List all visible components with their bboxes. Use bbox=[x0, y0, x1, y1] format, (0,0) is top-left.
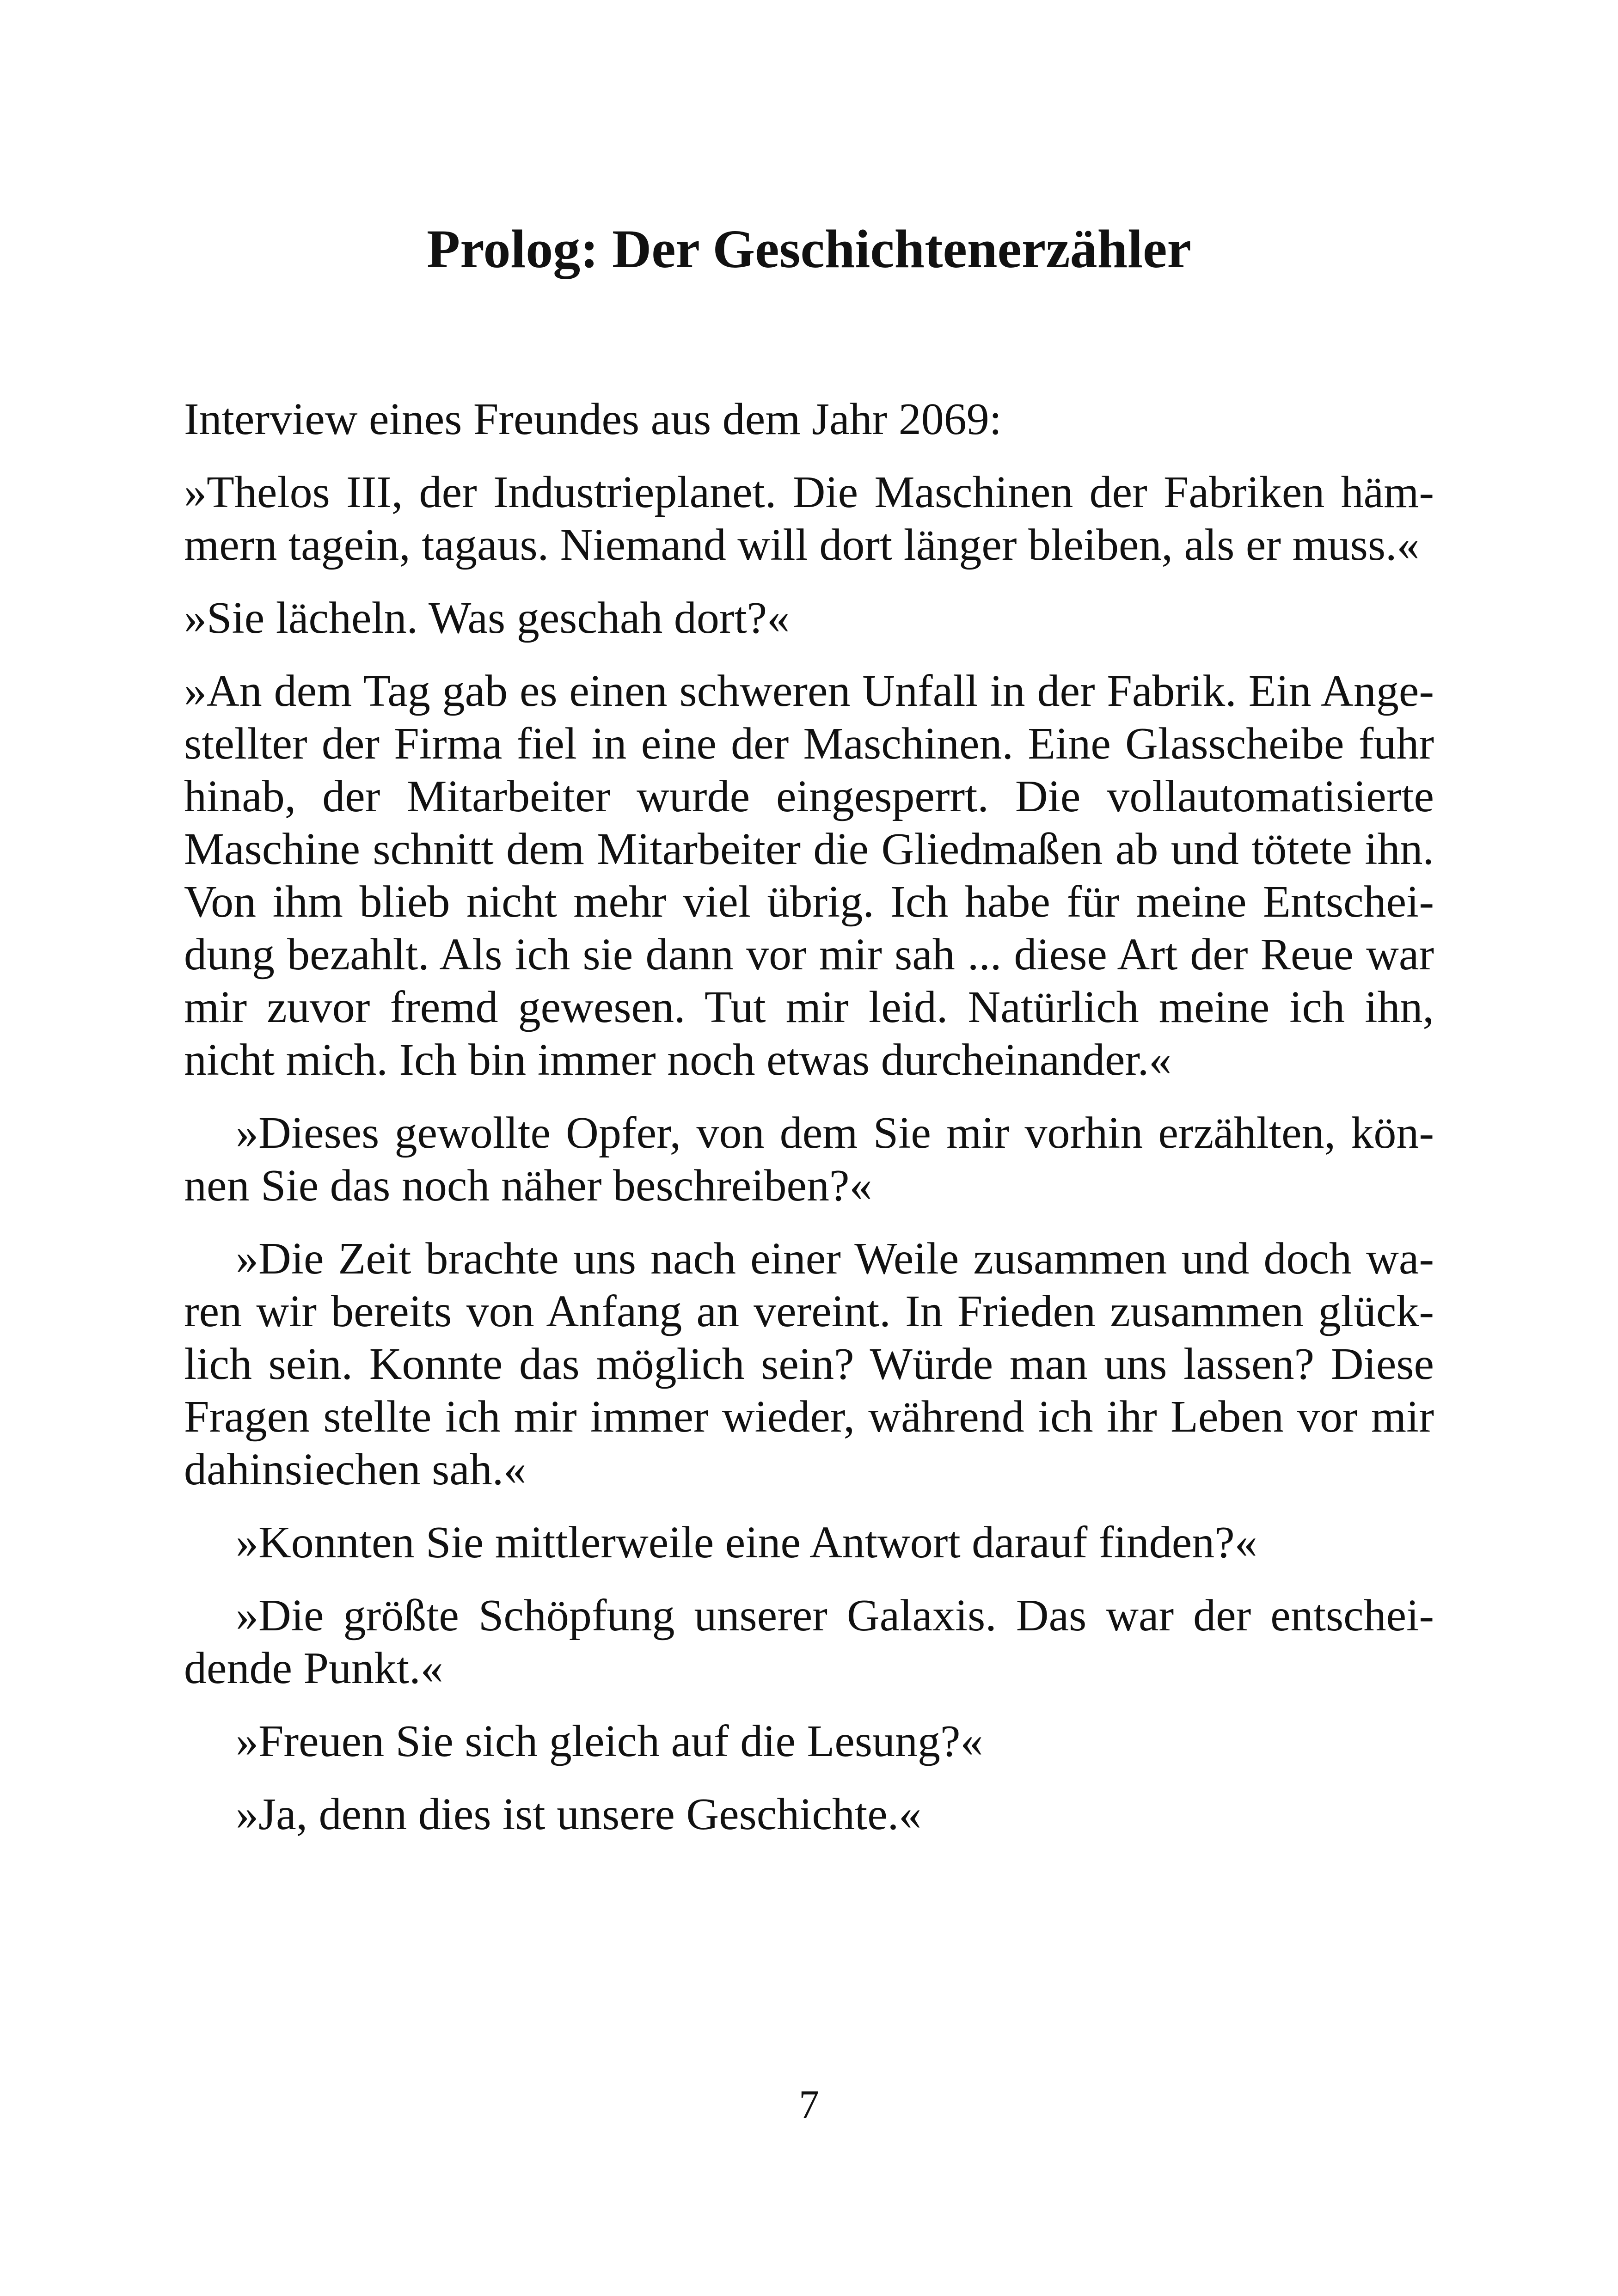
paragraph-question-smile bbox=[184, 592, 1434, 644]
text-line: dahinsiechen sah.« bbox=[184, 1445, 527, 1494]
text-line: »Konnten Sie mittlerweile eine Antwort darauf finden?« bbox=[236, 1518, 1257, 1567]
text-line: lich sein. Konnte das möglich sein? Würde man uns lassen? Diese bbox=[184, 1339, 1434, 1389]
text-line: »Dieses gewollte Opfer, von dem Sie mir vorhin erzählten, kön- bbox=[236, 1108, 1434, 1158]
text-line: »Freuen Sie sich gleich auf die Lesung?« bbox=[236, 1716, 983, 1766]
text-line: »Sie lächeln. Was geschah dort?« bbox=[184, 593, 790, 643]
paragraph-accident bbox=[184, 665, 1434, 1086]
text-line: dende Punkt.« bbox=[184, 1643, 443, 1693]
paragraph-question-reading bbox=[184, 1715, 1434, 1768]
paragraph-thelos bbox=[184, 466, 1434, 571]
text-line: »Ja, denn dies ist unsere Geschichte.« bbox=[236, 1789, 922, 1839]
body-text bbox=[184, 393, 1434, 1861]
text-line: Maschine schnitt dem Mitarbeiter die Gliedmaßen ab und tötete ihn. bbox=[184, 824, 1434, 874]
paragraph-creation bbox=[184, 1589, 1434, 1695]
text-line: Fragen stellte ich mir immer wieder, während ich ihr Leben vor mir bbox=[184, 1392, 1434, 1442]
text-line: nicht mich. Ich bin immer noch etwas durcheinander.« bbox=[184, 1035, 1172, 1085]
text-line: »An dem Tag gab es einen schweren Unfall in der Fabrik. Ein Ange- bbox=[184, 666, 1434, 716]
text-line: Von ihm blieb nicht mehr viel übrig. Ich habe für meine Entschei- bbox=[184, 877, 1434, 927]
page-title: Prolog: Der Geschichtenerzähler bbox=[427, 219, 1191, 279]
paragraph-intro bbox=[184, 393, 1434, 446]
text-line: stellter der Firma fiel in eine der Maschinen. Eine Glasscheibe fuhr bbox=[184, 719, 1434, 769]
paragraph-story bbox=[184, 1788, 1434, 1841]
text-line: ren wir bereits von Anfang an vereint. In Frieden zusammen glück- bbox=[184, 1286, 1434, 1336]
text-line: »Die Zeit brachte uns nach einer Weile zusammen und doch wa- bbox=[236, 1234, 1434, 1284]
text-line: nen Sie das noch näher beschreiben?« bbox=[184, 1161, 872, 1211]
text-line: hinab, der Mitarbeiter wurde eingesperrt. Die vollautomatisierte bbox=[184, 771, 1434, 821]
text-line: dung bezahlt. Als ich sie dann vor mir sah ... diese Art der Reue war bbox=[184, 930, 1434, 980]
paragraph-question-sacrifice bbox=[184, 1107, 1434, 1212]
text-line: mir zuvor fremd gewesen. Tut mir leid. Natürlich meine ich ihn, bbox=[184, 982, 1434, 1032]
text-line: mern tagein, tagaus. Niemand will dort länger bleiben, als er muss.« bbox=[184, 520, 1420, 570]
paragraph-question-answer bbox=[184, 1516, 1434, 1569]
page-number: 7 bbox=[799, 2082, 819, 2127]
text-line: Interview eines Freundes aus dem Jahr 2069: bbox=[184, 394, 1002, 444]
paragraph-time bbox=[184, 1232, 1434, 1496]
text-line: »Thelos III, der Industrieplanet. Die Maschinen der Fabriken häm- bbox=[184, 467, 1434, 517]
text-line: »Die größte Schöpfung unserer Galaxis. Das war der entschei- bbox=[236, 1591, 1434, 1641]
